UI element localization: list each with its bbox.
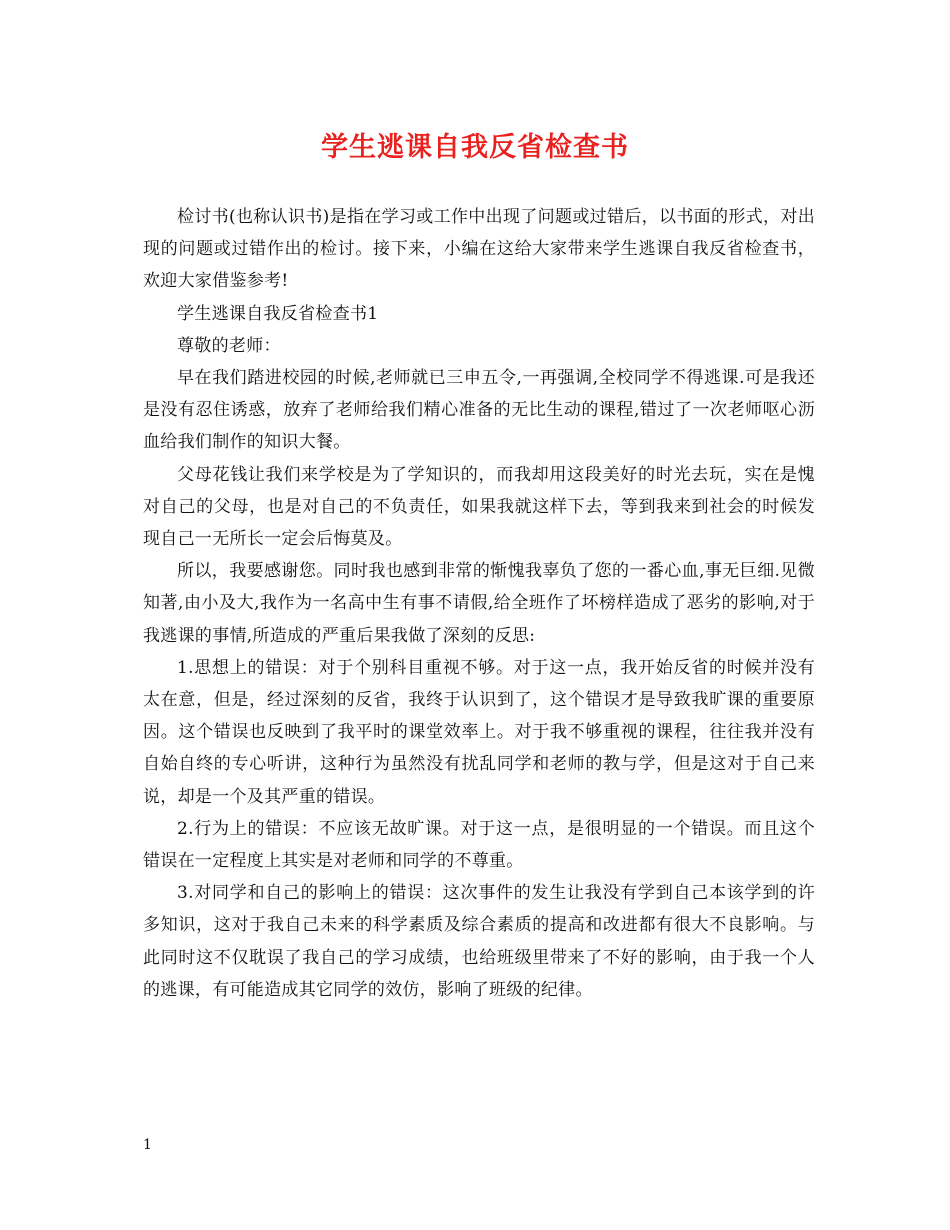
list-item-2: 2.行为上的错误：不应该无故旷课。对于这一点，是很明显的一个错误。而且这个错误在一定程度上其实是对老师和同学的不尊重。 [143,818,815,872]
document-title: 学生逃课自我反省检查书 [321,132,629,163]
body-paragraph: 所以，我要感谢您。同时我也感到非常的惭愧我辜负了您的一番心血,事无巨细.见微知著,由小及大,我作为一名高中生有事不请假,给全班作了坏榜样造成了恶劣的影响,对于我逃课的事情,所造成的严重后果我做了深刻的反思: [143,561,815,646]
body-paragraph: 早在我们踏进校园的时候,老师就已三申五令,一再强调,全校同学不得逃课.可是我还是没有忍住诱惑，放弃了老师给我们精心准备的无比生动的课程,错过了一次老师呕心沥血给我们制作的知识大餐。 [143,368,815,453]
list-item-3: 3.对同学和自己的影响上的错误：这次事件的发生让我没有学到自己本该学到的许多知识，这对于我自己未来的科学素质及综合素质的提高和改进都有很大不良影响。与此同时这不仅耽误了我自己的学习成绩，也给班级里带来了不好的影响，由于我一个人的逃课，有可能造成其它同学的效仿，影响了班级的纪律。 [143,883,815,1000]
salutation: 尊敬的老师： [177,335,281,356]
list-item-1: 1.思想上的错误：对于个别科目重视不够。对于这一点，我开始反省的时候并没有太在意，但是，经过深刻的反省，我终于认识到了，这个错误才是导致我旷课的重要原因。这个错误也反映到了我平时的课堂效率上。对于我不够重视的课程，往往我并没有自始自终的专心听讲，这种行为虽然没有扰乱同学和老师的教与学，但是这对于自己来说，却是一个及其严重的错误。 [143,657,815,807]
section-heading: 学生逃课自我反省检查书1 [177,303,379,324]
document-body [143,201,815,1006]
body-paragraph: 父母花钱让我们来学校是为了学知识的，而我却用这段美好的时光去玩，实在是愧对自己的父母，也是对自己的不负责任，如果我就这样下去，等到我来到社会的时候发现自己一无所长一定会后悔莫及。 [143,464,815,550]
page-number: 1 [143,1137,152,1153]
intro-paragraph: 检讨书(也称认识书)是指在学习或工作中出现了问题或过错后，以书面的形式，对出现的问题或过错作出的检讨。接下来，小编在这给大家带来学生逃课自我反省检查书，欢迎大家借鉴参考! [143,207,815,292]
